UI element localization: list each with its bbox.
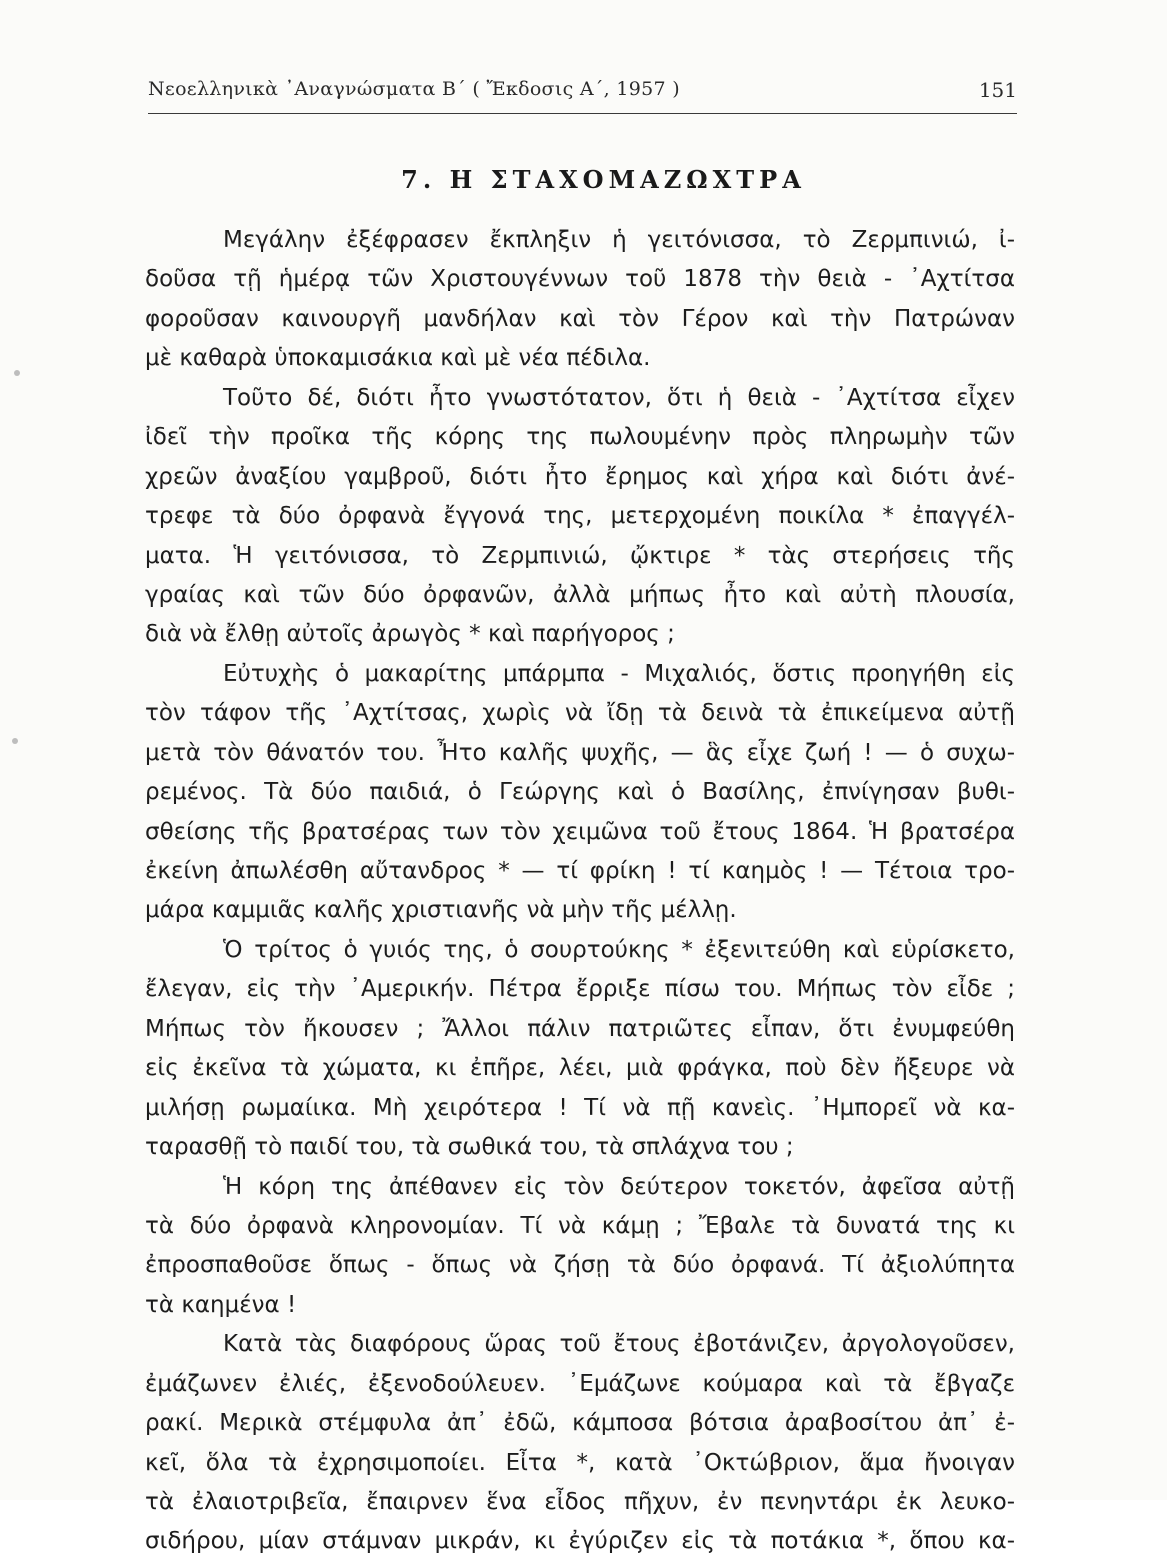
- text-line: ρεμένος. Τὰ δύο παιδιά, ὁ Γεώργης καὶ ὁ Βασίλης, ἐπνίγησαν βυθι-: [145, 779, 1015, 806]
- text-line: σθείσης τῆς βρατσέρας των τὸν χειμῶνα τοῦ ἔτους 1864. Ἡ βρατσέρα: [145, 818, 1015, 845]
- header-rule: [148, 113, 1017, 114]
- scan-speck: [12, 738, 18, 744]
- text-line: κεῖ, ὅλα τὰ ἐχρησιμοποίει. Εἶτα *, κατὰ ᾿Οκτώβριον, ἅμα ἤνοιγαν: [145, 1449, 1015, 1476]
- text-line: μάρα καμμιᾶς καλῆς χριστιανῆς νὰ μὴν τῆς μέλλῃ.: [145, 897, 737, 924]
- text-line: τὰ καημένα !: [145, 1291, 297, 1318]
- text-line: ἐκείνη ἀπωλέσθη αὔτανδρος * — τί φρίκη ! τί καημὸς ! — Τέτοια τρο-: [145, 858, 1015, 884]
- text-line: φοροῦσαν καινουργῆ μανδήλαν καὶ τὸν Γέρον καὶ τὴν Πατρώναν: [145, 305, 1015, 332]
- text-line: Τοῦτο δέ, διότι ἦτο γνωστότατον, ὅτι ἡ θειὰ - ᾿Αχτίτσα εἶχεν: [223, 384, 1015, 411]
- chapter-title: 7. Η ΣΤΑΧΟΜΑΖΩΧΤΡΑ: [401, 165, 806, 194]
- scan-speck: [14, 370, 20, 376]
- text-line: μιλήσῃ ρωμαίικα. Μὴ χειρότερα ! Τί νὰ πῇ κανεὶς. ᾿Ημπορεῖ νὰ κα-: [145, 1094, 1015, 1121]
- text-line: γραίας καὶ τῶν δύο ὀρφανῶν, ἀλλὰ μήπως ἦτο καὶ αὐτὴ πλουσία,: [145, 581, 1015, 608]
- text-line: ἐπροσπαθοῦσε ὅπως - ὅπως νὰ ζήσῃ τὰ δύο ὀρφανά. Τί ἀξιολύπητα: [145, 1252, 1015, 1279]
- text-line: τὸν τάφον τῆς ᾿Αχτίτσας, χωρὶς νὰ ἴδῃ τὰ δεινὰ τὰ ἐπικείμενα αὐτῇ: [145, 700, 1015, 727]
- text-line: Εὐτυχὴς ὁ μακαρίτης μπάρμπα - Μιχαλιός, ὅστις προηγήθη εἰς: [223, 660, 1015, 687]
- text-line: ἰδεῖ τὴν προῖκα τῆς κόρης της πωλουμένην πρὸς πληρωμὴν τῶν: [145, 424, 1015, 451]
- text-line: ταρασθῇ τὸ παιδί του, τὰ σωθικά του, τὰ σπλάχνα του ;: [145, 1134, 794, 1161]
- text-line: διὰ νὰ ἔλθῃ αὐτοῖς ἀρωγὸς * καὶ παρήγορος ;: [145, 621, 675, 648]
- text-line: ἔλεγαν, εἰς τὴν ᾿Αμερικήν. Πέτρα ἔρριξε πίσω του. Μήπως τὸν εἶδε ;: [145, 976, 1015, 1003]
- text-line: ρακί. Μερικὰ στέμφυλα ἀπ᾿ ἐδῶ, κάμποσα βότσια ἀραβοσίτου ἀπ᾿ ἐ-: [145, 1410, 1015, 1437]
- text-line: ματα. Ἡ γειτόνισσα, τὸ Ζερμπινιώ, ᾤκτιρε * τὰς στερήσεις τῆς: [145, 542, 1015, 569]
- text-line: σιδήρου, μίαν στάμναν μικράν, κι ἐγύριζεν εἰς τὰ ποτάκια *, ὅπου κα-: [145, 1528, 1015, 1555]
- running-head: [148, 78, 1017, 114]
- text-line: Ἡ κόρη της ἀπέθανεν εἰς τὸν δεύτερον τοκετόν, ἀφεῖσα αὐτῇ: [223, 1173, 1015, 1200]
- text-line: τὰ δύο ὀρφανὰ κληρονομίαν. Τί νὰ κάμῃ ; Ἔβαλε τὰ δυνατά της κι: [145, 1212, 1015, 1239]
- text-line: Ὁ τρίτος ὁ γυιός της, ὁ σουρτούκης * ἐξενιτεύθη καὶ εὑρίσκετο,: [223, 936, 1015, 963]
- running-head-title: Νεοελληνικὰ ᾿Αναγνώσματα Β΄ ( Ἔκδοσις Α΄, 1957 ): [148, 78, 680, 100]
- text-line: μετὰ τὸν θάνατόν του. Ἦτο καλῆς ψυχῆς, — ἃς εἶχε ζωή ! — ὁ συχω-: [145, 739, 1015, 766]
- text-line: τὰ ἐλαιοτριβεῖα, ἔπαιρνεν ἕνα εἶδος πῆχυν, ἐν πενηντάρι ἐκ λευκο-: [145, 1489, 1015, 1515]
- text-line: Μήπως τὸν ἤκουσεν ; Ἄλλοι πάλιν πατριῶτες εἶπαν, ὅτι ἐνυμφεύθη: [145, 1015, 1015, 1042]
- body-text: [145, 221, 1015, 1562]
- text-line: μὲ καθαρὰ ὑποκαμισάκια καὶ μὲ νέα πέδιλα.: [145, 345, 651, 372]
- text-line: χρεῶν ἀναξίου γαμβροῦ, διότι ἦτο ἔρημος καὶ χήρα καὶ διότι ἀνέ-: [145, 463, 1015, 490]
- text-line: Μεγάλην ἐξέφρασεν ἔκπληξιν ἡ γειτόνισσα, τὸ Ζερμπινιώ, ἰ-: [223, 227, 1015, 253]
- text-line: δοῦσα τῇ ἡμέρᾳ τῶν Χριστουγέννων τοῦ 1878 τὴν θειὰ - ᾿Αχτίτσα: [145, 266, 1015, 293]
- text-line: Κατὰ τὰς διαφόρους ὥρας τοῦ ἔτους ἐβοτάνιζεν, ἀργολογοῦσεν,: [223, 1331, 1015, 1358]
- text-line: τρεφε τὰ δύο ὀρφανὰ ἔγγονά της, μετερχομένη ποικίλα * ἐπαγγέλ-: [145, 503, 1015, 530]
- page-number: 151: [978, 78, 1017, 102]
- text-line: εἰς ἐκεῖνα τὰ χώματα, κι ἐπῆρε, λέει, μιὰ φράγκα, ποὺ δὲν ἤξευρε νὰ: [145, 1055, 1015, 1082]
- text-line: ἐμάζωνεν ἐλιές, ἐξενοδούλευεν. ᾿Εμάζωνε κούμαρα καὶ τὰ ἔβγαζε: [145, 1370, 1015, 1397]
